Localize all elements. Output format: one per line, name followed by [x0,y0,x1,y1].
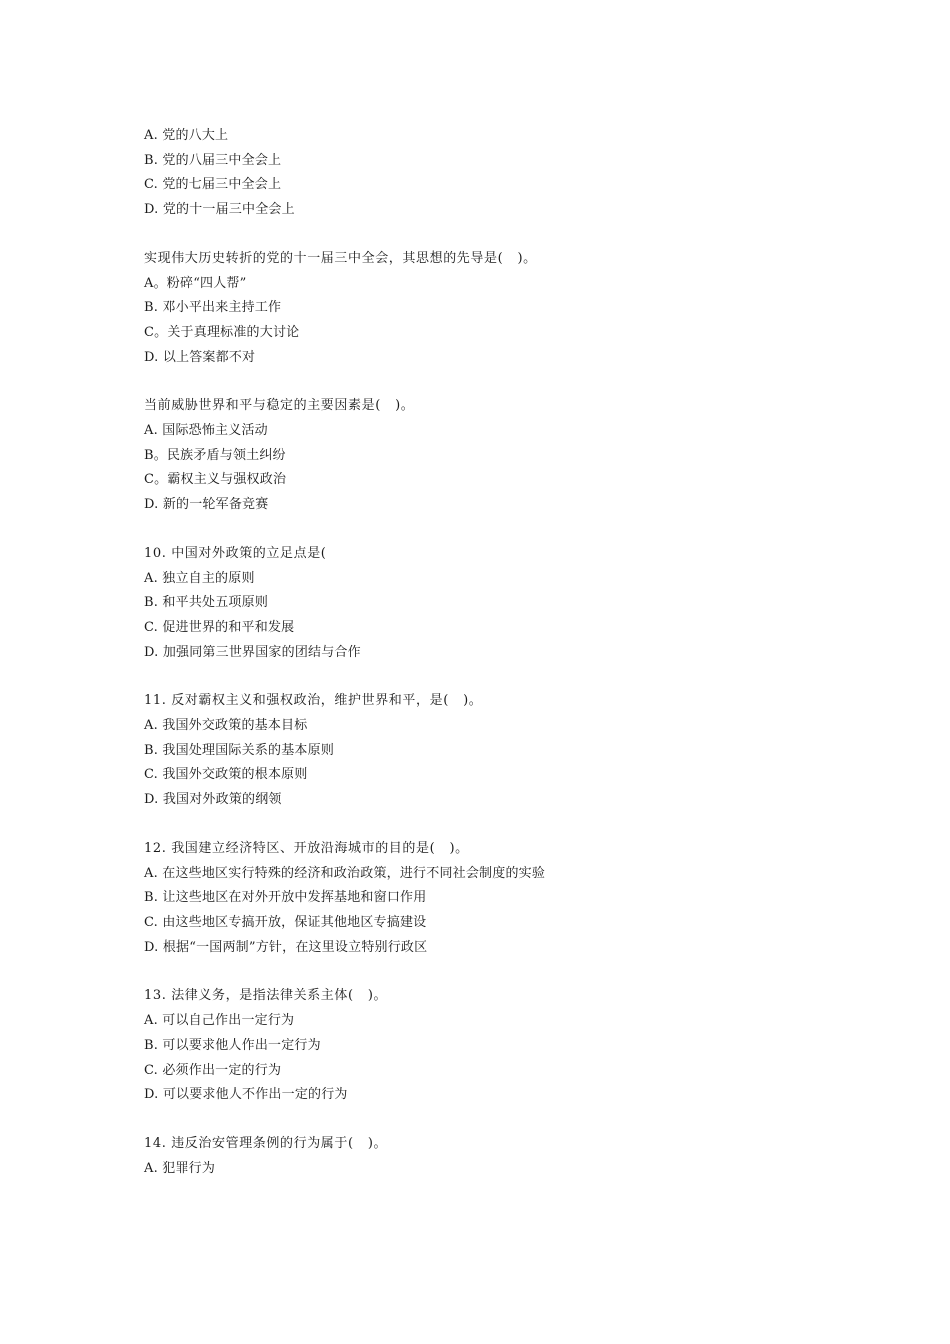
option-d: D. 根据“一国两制”方针，在这里设立特别行政区 [144,939,428,955]
option-c: C. 由这些地区专搞开放，保证其他地区专搞建设 [144,914,427,930]
option-a: A. 我国外交政策的基本目标 [144,718,308,734]
option-c: C。霸权主义与强权政治 [144,472,287,488]
document-page [144,124,604,1205]
question-group-13 [144,984,604,1108]
option-b: B. 可以要求他人作出一定行为 [144,1037,321,1053]
option-d: D. 新的一轮军备竞赛 [144,497,269,513]
option-a: A. 国际恐怖主义活动 [144,423,268,439]
option-b: B. 和平共处五项原则 [144,595,269,611]
option-c: C. 党的七届三中全会上 [144,177,282,193]
question-group-14 [144,1132,604,1181]
question-group-1 [144,124,604,223]
question-text: 12. 我国建立经济特区、开放沿海城市的目的是( )。 [144,840,469,856]
option-a: A. 犯罪行为 [144,1160,216,1176]
option-c: C。关于真理标准的大讨论 [144,324,300,340]
option-d: D. 加强同第三世界国家的团结与合作 [144,644,361,660]
option-a: A. 可以自己作出一定行为 [144,1013,295,1029]
option-d: D. 党的十一届三中全会上 [144,202,295,218]
option-c: C. 我国外交政策的根本原则 [144,767,308,783]
question-group-12 [144,837,604,961]
option-d: D. 以上答案都不对 [144,349,256,365]
option-a: A。粉碎“四人帮” [144,275,247,291]
option-c: C. 必须作出一定的行为 [144,1062,282,1078]
question-group-2 [144,247,604,371]
question-group-11 [144,689,604,813]
option-c: C. 促进世界的和平和发展 [144,619,295,635]
option-a: A. 在这些地区实行特殊的经济和政治政策，进行不同社会制度的实验 [144,865,546,881]
question-text: 实现伟大历史转折的党的十一届三中全会，其思想的先导是( )。 [144,250,537,266]
option-d: D. 我国对外政策的纲领 [144,792,282,808]
option-b: B. 党的八届三中全会上 [144,152,282,168]
option-b: B. 让这些地区在对外开放中发挥基地和窗口作用 [144,890,427,906]
option-a: A. 党的八大上 [144,128,229,143]
question-text: 11. 反对霸权主义和强权政治，维护世界和平，是( )。 [144,693,483,709]
question-group-10 [144,542,604,666]
question-text: 当前威胁世界和平与稳定的主要因素是( )。 [144,398,415,414]
option-b: B。民族矛盾与领土纠纷 [144,447,286,463]
question-text: 14. 违反治安管理条例的行为属于( )。 [144,1135,388,1151]
option-a: A. 独立自主的原则 [144,570,255,586]
option-d: D. 可以要求他人不作出一定的行为 [144,1087,348,1103]
question-group-3 [144,394,604,518]
question-text: 10. 中国对外政策的立足点是( [144,545,327,561]
option-b: B. 邓小平出来主持工作 [144,300,282,316]
question-text: 13. 法律义务，是指法律关系主体( )。 [144,988,388,1004]
option-b: B. 我国处理国际关系的基本原则 [144,742,335,758]
